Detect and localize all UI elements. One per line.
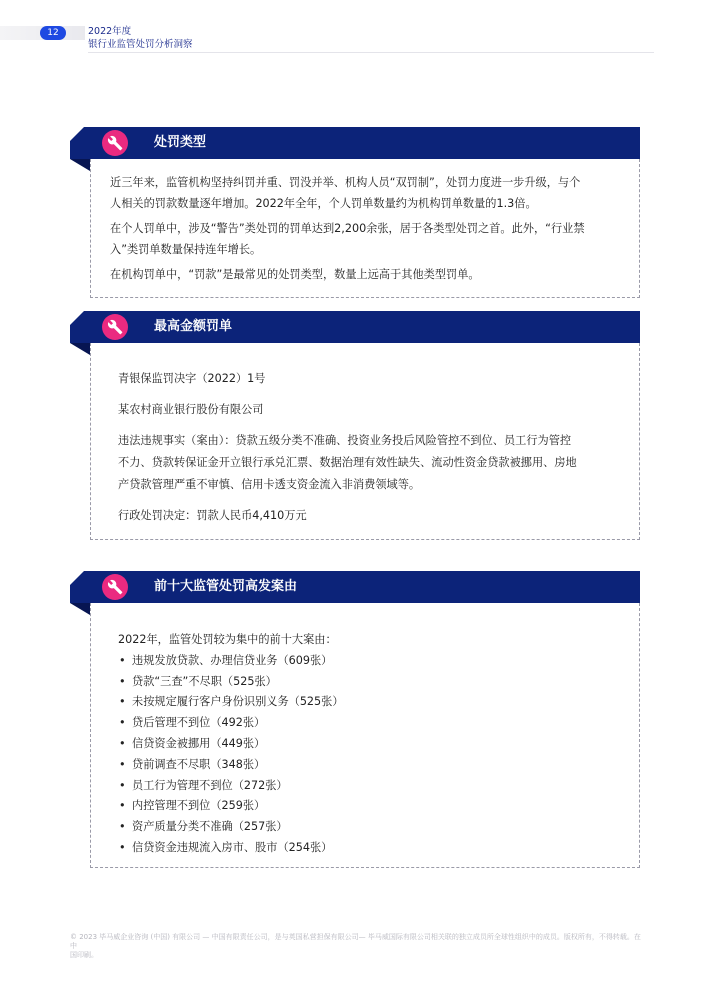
section-title: 前十大监管处罚高发案由: [154, 579, 298, 594]
footer-line: 国印刷。: [70, 951, 98, 959]
list-item: • 资产质量分类不准确（257张）: [118, 817, 630, 838]
footer-line: © 2023 毕马威企业咨询 (中国) 有限公司 — 中国有限责任公司，是与英国私营担保有限公司— 毕马威国际有限公司相关联的独立成员所全球性组织中的成员。版权所有，不得转载。在中: [70, 933, 641, 950]
page-number-badge: 12: [40, 26, 66, 40]
list-item: • 未按规定履行客户身份识别义务（525张）: [118, 692, 630, 713]
banner-fold: [70, 159, 90, 171]
header-divider: [88, 52, 654, 53]
document-number: [118, 368, 630, 390]
paragraph: [110, 172, 630, 214]
section-highest-penalty: [70, 311, 640, 541]
section-top-ten-causes: [70, 571, 640, 869]
text-line: 行政处罚决定：罚款人民币4,410万元: [118, 509, 307, 522]
violation-facts: [118, 430, 630, 496]
text-line: 入”类罚单数量保持连年增长。: [110, 243, 262, 256]
text-line: 产贷款管理严重不审慎、信用卡透支资金流入非消费领域等。: [118, 478, 421, 491]
top-causes-list: [118, 651, 630, 859]
banner-fold: [70, 603, 90, 615]
list-item: • 信贷资金被挪用（449张）: [118, 734, 630, 755]
list-item: • 信贷资金违规流入房市、股市（254张）: [118, 838, 630, 859]
text-line: 在机构罚单中，“罚款”是最常见的处罚类型，数量上远高于其他类型罚单。: [110, 268, 480, 281]
text-line: 某农村商业银行股份有限公司: [118, 403, 264, 416]
banner-fold: [70, 343, 90, 355]
report-year: 2022年度: [88, 26, 132, 37]
text-line: 不力、贷款转保证金开立银行承兑汇票、数据治理有效性缺失、流动性资金贷款被挪用、房地: [118, 456, 577, 469]
list-item: • 员工行为管理不到位（272张）: [118, 776, 630, 797]
list-item: • 内控管理不到位（259张）: [118, 796, 630, 817]
text-line: 违法违规事实（案由）：贷款五级分类不准确、投资业务投后风险管控不到位、员工行为管控: [118, 434, 572, 447]
list-item: • 贷后管理不到位（492张）: [118, 713, 630, 734]
penalty-decision: [118, 505, 630, 527]
section-body: [110, 172, 630, 289]
list-item: • 贷前调查不尽职（348张）: [118, 755, 630, 776]
bank-name: [118, 399, 630, 421]
section-title: 最高金额罚单: [154, 319, 233, 334]
report-title: 银行业监管处罚分析洞察: [88, 39, 193, 50]
text-line: 青银保监罚决字（2022）1号: [118, 372, 266, 385]
text-line: 在个人罚单中，涉及“警告”类处罚的罚单达到2,200余张，居于各类型处罚之首。此外，“行业禁: [110, 222, 585, 235]
wrench-icon: [102, 130, 128, 156]
section-body: [118, 630, 630, 859]
section-penalty-types: [70, 127, 640, 299]
list-item: • 贷款“三查”不尽职（525张）: [118, 672, 630, 693]
section-body: [118, 368, 630, 531]
list-intro: 2022年，监管处罚较为集中的前十大案由：: [118, 633, 337, 646]
paragraph: [110, 264, 630, 285]
paragraph: [110, 218, 630, 260]
wrench-icon: [102, 314, 128, 340]
copyright-footer: [70, 933, 645, 960]
text-line: 近三年来，监管机构坚持纠罚并重、罚没并举、机构人员“双罚制”，处罚力度进一步升级，与个: [110, 176, 581, 189]
section-title: 处罚类型: [154, 135, 207, 150]
text-line: 人相关的罚款数量逐年增加。2022年全年，个人罚单数量约为机构罚单数量的1.3倍。: [110, 197, 537, 210]
wrench-icon: [102, 574, 128, 600]
list-item: • 违规发放贷款、办理信贷业务（609张）: [118, 651, 630, 672]
